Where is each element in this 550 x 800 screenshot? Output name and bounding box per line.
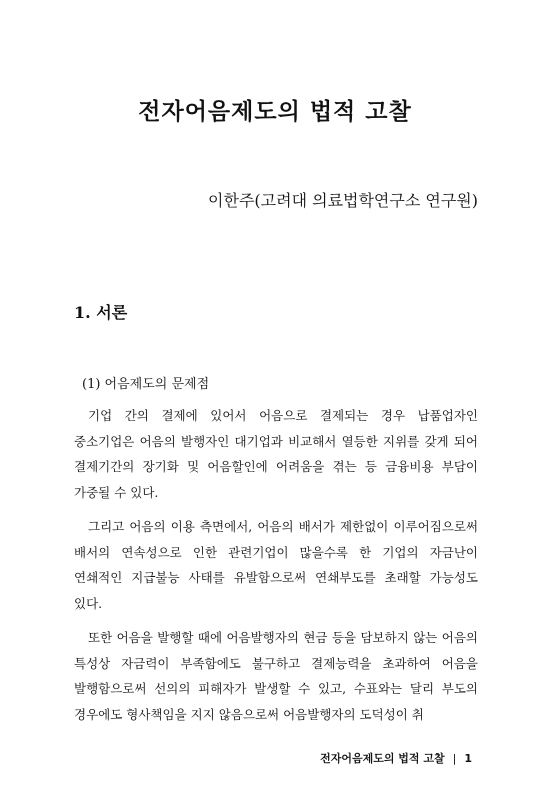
subsection-heading: (1) 어음제도의 문제점 xyxy=(82,377,210,392)
paragraph: 또한 어음을 발행할 때에 어음발행자의 현금 등을 담보하지 않는 어음의 특성상 자금력이 부족함에도 불구하고 결제능력을 초과하여 어음을 발행함으로써 선의의 피해자가 발생할 수 있고, 수표와는 달리 부도의 경우에도 형사책임을 지지 않음으로써 어음발행자의 도덕성이 취 xyxy=(74,630,478,722)
page-number: 1 xyxy=(464,752,472,765)
page-footer xyxy=(320,750,472,766)
section-heading: 1. 서론 xyxy=(74,303,128,322)
footer-separator: | xyxy=(452,752,457,765)
paragraph: 그리고 어음의 이용 측면에서, 어음의 배서가 제한없이 이루어짐으로써 배서의 연속성으로 인한 관련기업이 많을수록 한 기업의 자금난이 연쇄적인 지급불능 사태를 유발함으로써 연쇄부도를 초래할 가능성도 있다. xyxy=(74,519,478,611)
footer-running-title: 전자어음제도의 법적 고찰 xyxy=(320,752,445,765)
paragraph: 기업 간의 결제에 있어서 어음으로 결제되는 경우 납품업자인 중소기업은 어음의 발행자인 대기업과 비교해서 열등한 지위를 갖게 되어 결제기간의 장기화 및 어음할인에 어려움을 겪는 등 금융비용 부담이 가중될 수 있다. xyxy=(74,408,478,500)
document-title: 전자어음제도의 법적 고찰 xyxy=(138,98,412,125)
body-text xyxy=(74,403,478,736)
author-line: 이한주(고려대 의료법학연구소 연구원) xyxy=(208,191,478,210)
